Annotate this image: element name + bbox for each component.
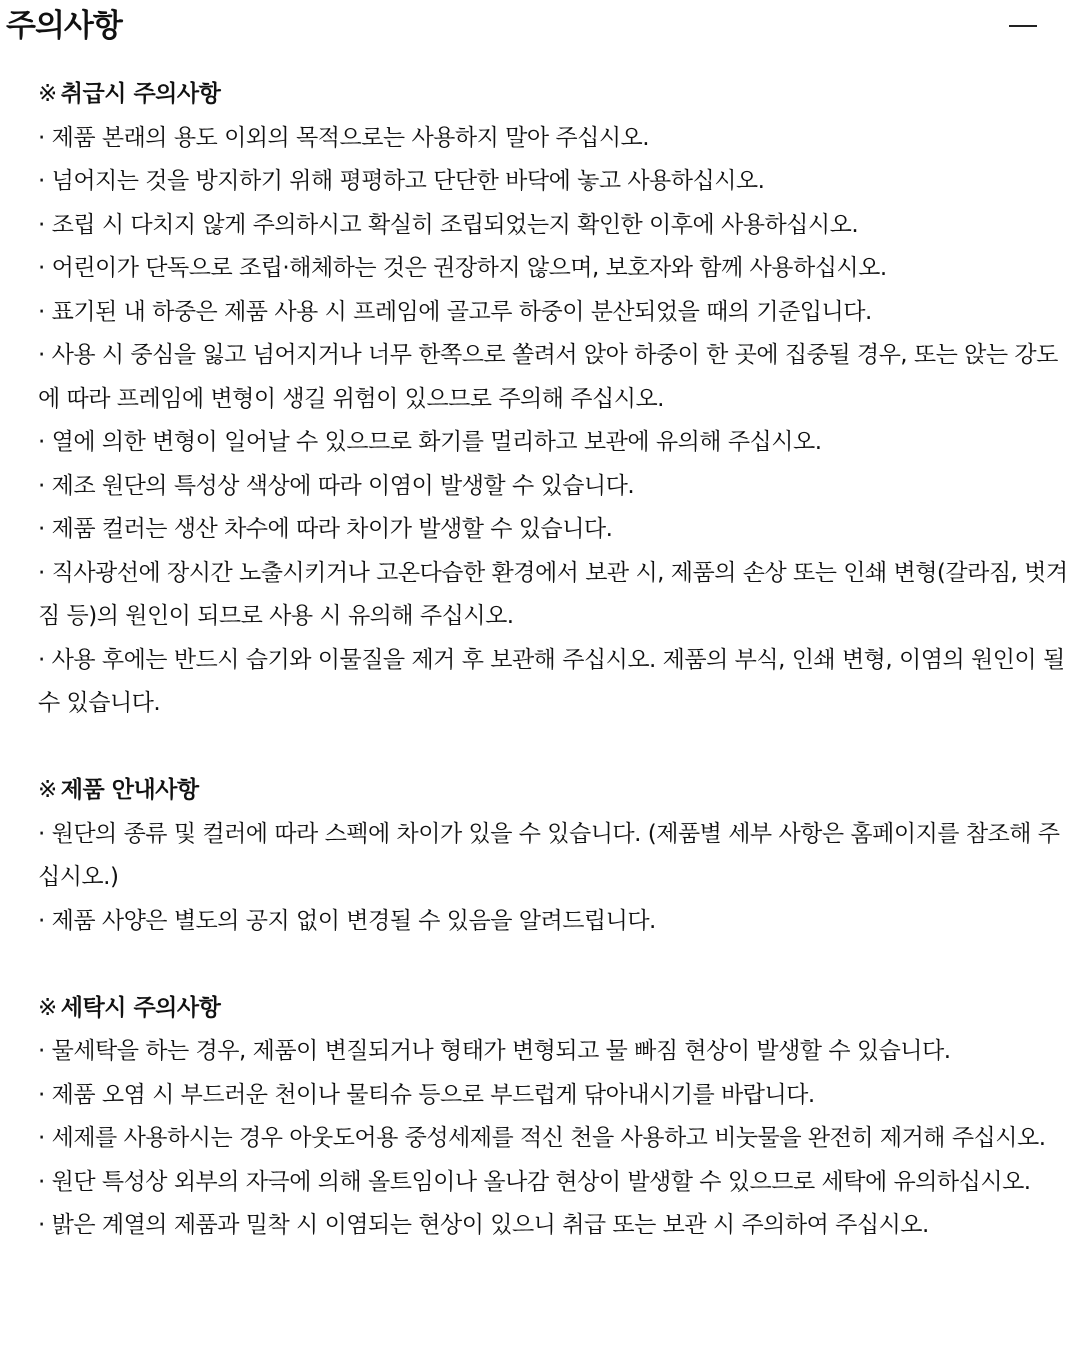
reference-mark: ※: [38, 81, 57, 107]
section-heading-washing: [38, 987, 1068, 1031]
list-item: · 세제를 사용하시는 경우 아웃도어용 중성세제를 적신 천을 사용하고 비눗물을 완전히 제거해 주십시오.: [38, 1125, 1046, 1151]
list-item: · 조립 시 다치지 않게 주의하시고 확실히 조립되었는지 확인한 이후에 사용하십시오.: [38, 211, 859, 238]
list-item: · 사용 시 중심을 잃고 넘어지거나 너무 한쪽으로 쏠려서 앉아 하중이 한 곳에 집중될 경우, 또는 앉는 강도에 따라 프레임에 변형이 생길 위험이 있으므로 주의해 주십시오.: [38, 342, 1058, 412]
list-item: · 제조 원단의 특성상 색상에 따라 이염이 발생할 수 있습니다.: [38, 472, 635, 499]
list-item: · 넘어지는 것을 방지하기 위해 평평하고 단단한 바닥에 놓고 사용하십시오.: [38, 168, 765, 194]
section-spacer: [38, 943, 1068, 987]
list-item: · 열에 의한 변형이 일어날 수 있으므로 화기를 멀리하고 보관에 유의해 주십시오.: [38, 429, 822, 455]
list-item: · 제품 본래의 용도 이외의 목적으로는 사용하지 말아 주십시오.: [38, 124, 650, 151]
section-title: 세탁시 주의사항: [60, 994, 221, 1021]
page-title: 주의사항: [6, 8, 122, 44]
section-heading-handling: [38, 73, 1068, 117]
list-item: · 원단의 종류 및 컬러에 따라 스펙에 차이가 있을 수 있습니다. (제품별 세부 사항은 홈페이지를 참조해 주십시오.): [38, 820, 1060, 890]
list-item: · 제품 오염 시 부드러운 천이나 물티슈 등으로 부드럽게 닦아내시기를 바랍니다.: [38, 1081, 815, 1108]
section-title: 취급시 주의사항: [60, 81, 221, 107]
list-item: · 사용 후에는 반드시 습기와 이물질을 제거 후 보관해 주십시오. 제품의 부식, 인쇄 변형, 이염의 원인이 될 수 있습니다.: [38, 646, 1065, 716]
list-item: · 직사광선에 장시간 노출시키거나 고온다습한 환경에서 보관 시, 제품의 손상 또는 인쇄 변형(갈라짐, 벗겨짐 등)의 원인이 되므로 사용 시 유의해 주십시오.: [38, 559, 1068, 629]
reference-mark: ※: [38, 777, 57, 803]
notice-content: [38, 73, 1068, 1248]
section-heading-product: [38, 769, 1068, 813]
list-item: · 제품 사양은 별도의 공지 없이 변경될 수 있음을 알려드립니다.: [38, 907, 656, 934]
list-item: · 제품 컬러는 생산 차수에 따라 차이가 발생할 수 있습니다.: [38, 516, 613, 542]
section-title: 제품 안내사항: [60, 777, 199, 803]
list-item: · 밝은 계열의 제품과 밀착 시 이염되는 현상이 있으니 취급 또는 보관 시 주의하여 주십시오.: [38, 1212, 929, 1238]
section-spacer: [38, 726, 1068, 770]
panel-header[interactable]: [0, 0, 1092, 58]
collapse-button[interactable]: [1006, 10, 1040, 40]
list-item: · 어린이가 단독으로 조립·해체하는 것은 권장하지 않으며, 보호자와 함께 사용하십시오.: [38, 255, 887, 281]
list-item: · 표기된 내 하중은 제품 사용 시 프레임에 골고루 하중이 분산되었을 때의 기준입니다.: [38, 298, 872, 325]
list-item: · 물세탁을 하는 경우, 제품이 변질되거나 형태가 변형되고 물 빠짐 현상이 발생할 수 있습니다.: [38, 1038, 951, 1064]
list-item: · 원단 특성상 외부의 자극에 의해 올트임이나 올나감 현상이 발생할 수 있으므로 세탁에 유의하십시오.: [38, 1168, 1031, 1195]
reference-mark: ※: [38, 994, 57, 1021]
minus-icon: [1009, 25, 1037, 27]
